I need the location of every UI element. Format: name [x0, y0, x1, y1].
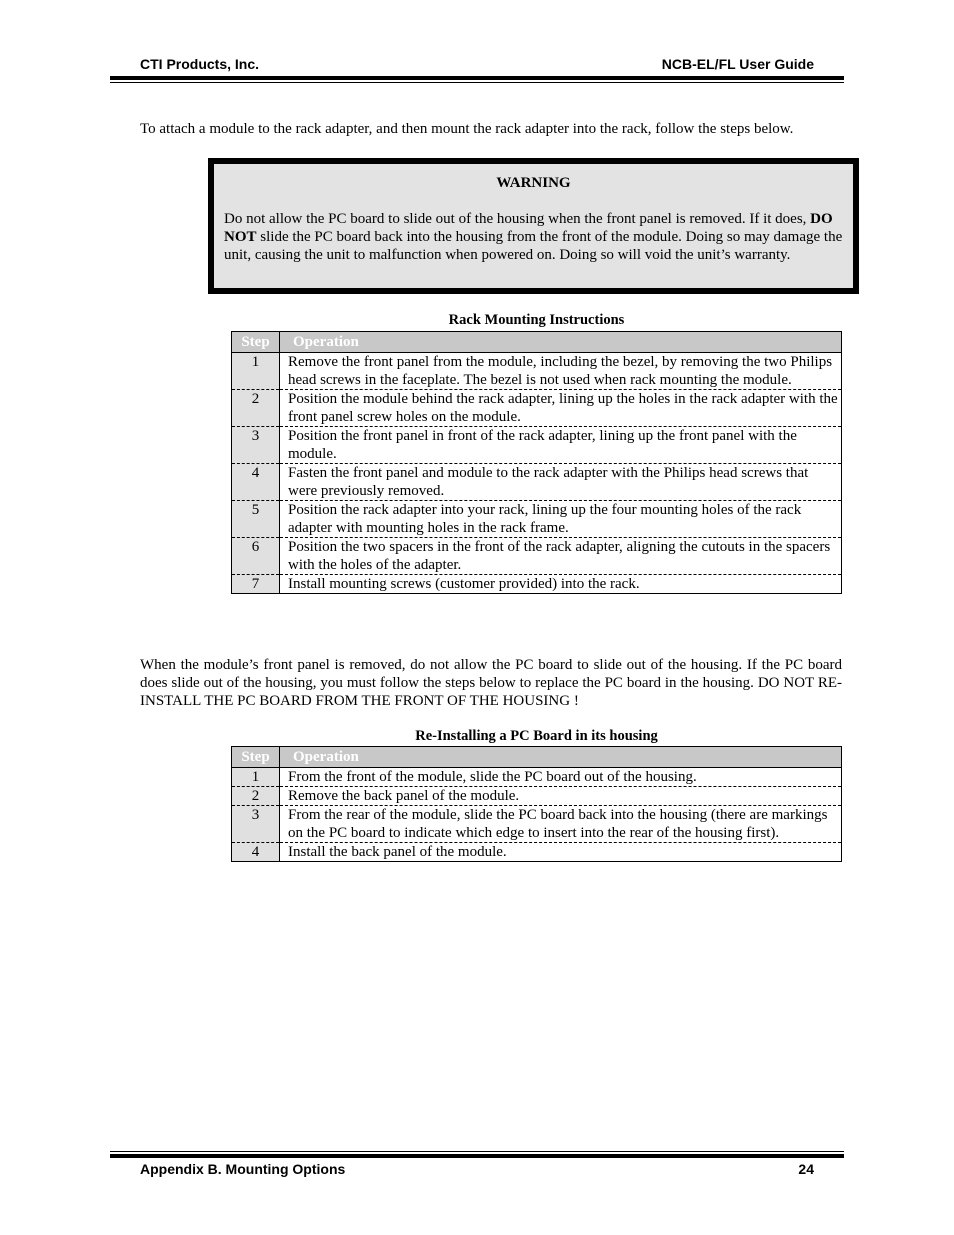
step-number: 5: [232, 501, 280, 538]
step-number: 4: [232, 464, 280, 501]
warning-text: [224, 210, 843, 264]
step-operation: Position the two spacers in the front of the rack adapter, aligning the cutouts in the spacers with the holes of the adapter.: [280, 538, 842, 575]
table-row: [232, 538, 842, 575]
step-number: 4: [232, 843, 280, 862]
footer-rule: [110, 1154, 844, 1158]
rack-mounting-table: [231, 331, 842, 594]
table2-caption: Re-Installing a PC Board in its housing: [415, 728, 658, 744]
table-row: [232, 787, 842, 806]
header-rule: [110, 76, 844, 80]
table-row: [232, 501, 842, 538]
header-doc-title: NCB-EL/FL User Guide: [661, 56, 814, 72]
warning-text-part2: slide the PC board back into the housing from the front of the module. Doing so may damage the unit, causing the unit to malfunction when powered on. Doing so will void the unit’s warranty.: [224, 229, 843, 263]
step-operation: Position the front panel in front of the rack adapter, lining up the front panel with the module.: [280, 427, 842, 464]
step-number: 1: [232, 768, 280, 787]
page-header: [140, 56, 814, 72]
table-row: [232, 768, 842, 787]
step-operation: From the rear of the module, slide the PC board back into the housing (there are markings on the PC board to indicate which edge to insert into the rear of the housing first).: [280, 806, 842, 843]
col-operation-header: Operation: [280, 747, 842, 768]
step-number: 2: [232, 787, 280, 806]
step-operation: From the front of the module, slide the PC board out of the housing.: [280, 768, 842, 787]
col-operation-header: Operation: [280, 332, 842, 353]
page-number: 24: [798, 1161, 814, 1177]
step-number: 2: [232, 390, 280, 427]
table-row: [232, 843, 842, 862]
table-row: [232, 575, 842, 594]
footer-rule-thin: [110, 1151, 844, 1152]
header-company: CTI Products, Inc.: [140, 56, 260, 72]
table-row: [232, 427, 842, 464]
step-number: 1: [232, 353, 280, 390]
step-operation: Position the rack adapter into your rack, lining up the four mounting holes of the rack adapter with mounting holes in the rack frame.: [280, 501, 842, 538]
step-number: 3: [232, 427, 280, 464]
header-rule-thin: [110, 82, 844, 83]
step-number: 6: [232, 538, 280, 575]
warning-title: WARNING: [496, 175, 571, 191]
col-step-header: Step: [232, 332, 280, 353]
reinstall-board-table: [231, 746, 842, 862]
step-operation: Install the back panel of the module.: [280, 843, 842, 862]
warning-box: [208, 158, 859, 294]
housing-paragraph: When the module’s front panel is removed, do not allow the PC board to slide out of the housing. If the PC board does slide out of the housing, you must follow the steps below to replace the PC board in the housing. DO NOT RE-INSTALL THE PC BOARD FROM THE FRONT OF THE HOUSING !: [140, 657, 842, 709]
warning-text-part1: Do not allow the PC board to slide out of the housing when the front panel is removed. If it does,: [224, 211, 811, 227]
step-operation: Fasten the front panel and module to the rack adapter with the Philips head screws that were previously removed.: [280, 464, 842, 501]
step-number: 3: [232, 806, 280, 843]
col-step-header: Step: [232, 747, 280, 768]
step-operation: Remove the front panel from the module, including the bezel, by removing the two Philips head screws in the faceplate. The bezel is not used when rack mounting the module.: [280, 353, 842, 390]
footer-section: Appendix B. Mounting Options: [140, 1161, 346, 1177]
table-row: [232, 464, 842, 501]
step-number: 7: [232, 575, 280, 594]
table-row: [232, 353, 842, 390]
intro-text: To attach a module to the rack adapter, and then mount the rack adapter into the rack, follow the steps below.: [140, 121, 794, 137]
table-row: [232, 390, 842, 427]
step-operation: Position the module behind the rack adapter, lining up the holes in the rack adapter with the front panel screw holes on the module.: [280, 390, 842, 427]
warning-emphasis: DO NOT: [224, 211, 833, 245]
page-footer: [140, 1161, 814, 1177]
table-row: [232, 806, 842, 843]
step-operation: Remove the back panel of the module.: [280, 787, 842, 806]
table1-caption: Rack Mounting Instructions: [448, 312, 625, 328]
step-operation: Install mounting screws (customer provided) into the rack.: [280, 575, 842, 594]
